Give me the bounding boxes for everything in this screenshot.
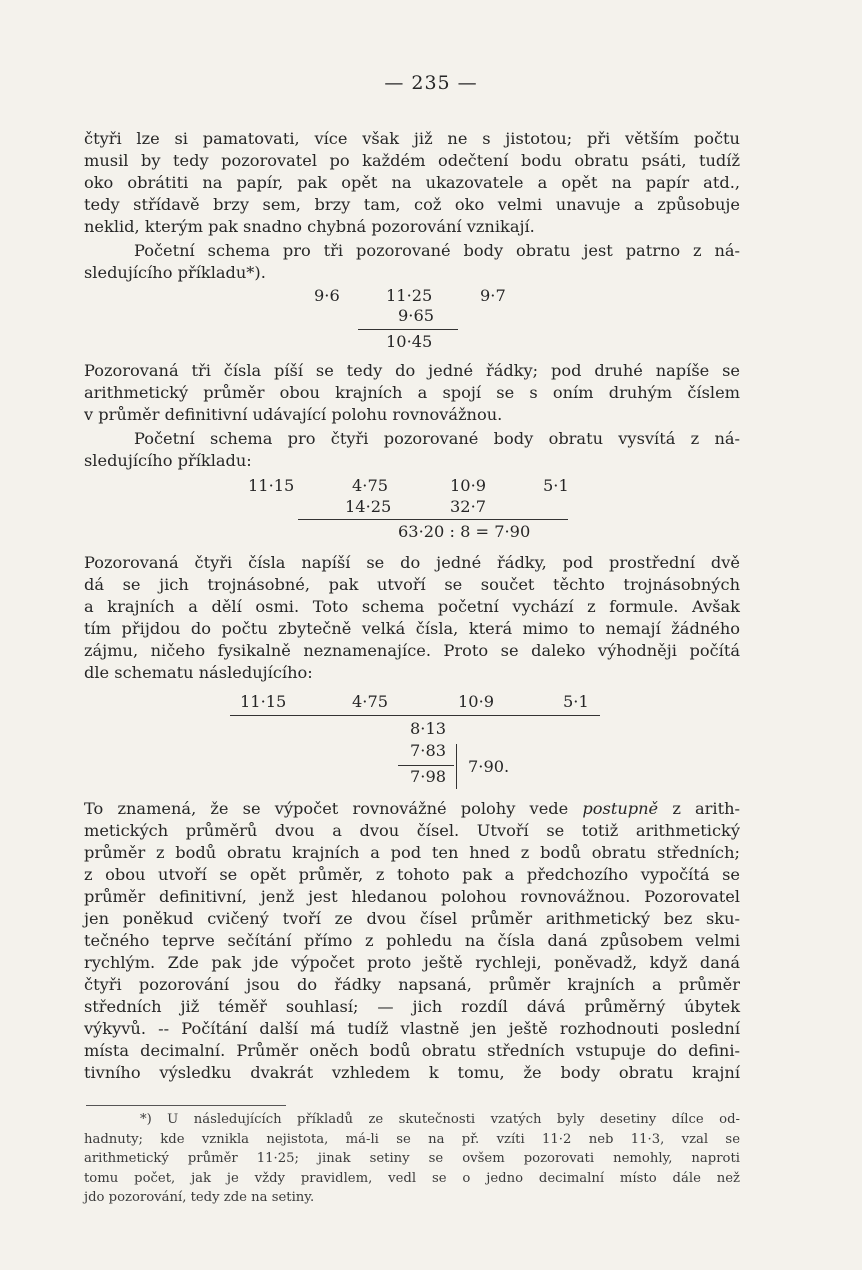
text-line: Početní schema pro čtyři pozorované body obratu vysvítá z ná- <box>134 429 740 448</box>
ex2-value-a: 11·15 <box>248 476 295 495</box>
page-number: — 235 — <box>384 72 478 94</box>
text-line: místa decimalní. Průměr oněch bodů obratu středních vstupuje do defini- <box>84 1041 740 1060</box>
ex2-value-c: 10·9 <box>450 476 487 495</box>
text-line: středních již téměř souhlasí; — jich rozdíl dává průměrný úbytek <box>84 997 740 1016</box>
ex3-mean-3: 7·98 <box>410 767 447 786</box>
text-line: čtyři lze si pamatovati, více však již ne s jistotou; při větším počtu <box>84 129 740 148</box>
ex3-rule-2 <box>398 765 454 766</box>
ex3-value-a: 11·15 <box>240 692 287 711</box>
paragraph-5 <box>84 552 740 684</box>
text-fragment: z arith- <box>672 799 740 818</box>
text-line: průměr definitivní, jenž jest hledanou polohou rovnovážnou. Pozorovatel <box>84 887 740 906</box>
text-line: průměr z bodů obratu krajních a pod ten hned z bodů obratu středních; <box>84 843 740 862</box>
text-line: čtyři pozorování jsou do řádky napsaná, průměr krajních a průměr <box>84 975 740 994</box>
ex3-value-c: 10·9 <box>458 692 495 711</box>
text-line: dá se jich trojnásobné, pak utvoří se součet těchto trojnásobných <box>84 575 740 594</box>
ex3-mean-1: 8·13 <box>410 719 447 738</box>
ex1-mean: 9·65 <box>398 306 435 325</box>
text-line: oko obrátiti na papír, pak opět na ukazovatele a opět na papír atd., <box>84 173 740 192</box>
text-line: tivního výsledku dvakrát vzhledem k tomu, že body obratu krajní <box>84 1063 740 1082</box>
ex1-rule <box>358 329 458 330</box>
text-line: zájmu, ničeho fysikalně neznamenajíce. Proto se daleko výhodněji počítá <box>84 641 740 660</box>
text-line: Pozorovaná tři čísla píší se tedy do jedné řádky; pod druhé napíše se <box>84 361 740 380</box>
text-line: tedy střídavě brzy sem, brzy tam, což oko velmi unavuje a způsobuje <box>84 195 740 214</box>
footnote-line: *) U následujících příkladů ze skutečnosti vzatých byly desetiny dílce od- <box>140 1112 740 1127</box>
footnote-line: tomu počet, jak je vždy pravidlem, vedl se o jedno decimalní místo dále než <box>84 1170 740 1186</box>
text-line: sledujícího příkladu*). <box>84 263 266 282</box>
ex1-value-c: 9·7 <box>480 286 506 305</box>
ex2-value-d: 5·1 <box>543 476 569 495</box>
text-line: neklid, kterým pak snadno chybná pozorování vznikají. <box>84 217 535 236</box>
ex1-result: 10·45 <box>386 332 433 351</box>
footnote-line: jdo pozorování, tedy zde na setiny. <box>84 1190 315 1205</box>
text-line: musil by tedy pozorovatel po každém odečtení bodu obratu psáti, tudíž <box>84 151 740 170</box>
emphasis: postupně <box>582 799 659 818</box>
text-line: tečného teprve sečítání přímo z pohledu na čísla daná způsobem velmi <box>84 931 740 950</box>
text-line: Pozorovaná čtyři čísla napíší se do jedné řádky, pod prostřední dvě <box>84 553 740 572</box>
paragraph-3 <box>84 360 740 426</box>
paragraph-1 <box>84 128 740 238</box>
text-line: metických průměrů dvou a dvou čísel. Utvoří se totiž arithmetický <box>84 821 740 840</box>
paragraph-2 <box>84 240 740 284</box>
footnote-line: hadnuty; kde vznikla nejistota, má-li se na př. vzíti 11·2 neb 11·3, vzal se <box>84 1131 740 1147</box>
ex2-rule <box>298 519 568 520</box>
ex2-value-b: 4·75 <box>352 476 389 495</box>
text-line: arithmetický průměr obou krajních a spojí se s oním druhým číslem <box>84 383 740 402</box>
text-line: výkyvů. -- Počítání další má tudíž vlastně jen ještě rozhodnouti poslední <box>84 1019 740 1038</box>
footnote-rule <box>86 1105 286 1106</box>
text-line: jen poněkud cvičený tvoří ze dvou čísel průměr arithmetický bez sku- <box>84 909 740 928</box>
text-line: sledujícího příkladu: <box>84 451 252 470</box>
ex1-value-b: 11·25 <box>386 286 433 305</box>
ex3-result: 7·90. <box>468 757 510 776</box>
ex3-mean-2: 7·83 <box>410 741 447 760</box>
ex3-value-b: 4·75 <box>352 692 389 711</box>
ex2-sum-2: 32·7 <box>450 497 487 516</box>
text-line: v průměr definitivní udávající polohu rovnovážnou. <box>84 405 503 424</box>
ex3-rule-1 <box>230 715 600 716</box>
text-line <box>84 798 740 820</box>
paragraph-6 <box>84 798 740 1084</box>
text-fragment: To znamená, že se výpočet rovnovážné polohy vede <box>84 799 569 818</box>
footnote-line: arithmetický průměr 11·25; jinak setiny se ovšem pozorovati nemohly, naproti <box>84 1151 740 1166</box>
ex2-sum-1: 14·25 <box>345 497 392 516</box>
text-line: tím přijdou do počtu zbytečně velká čísla, která mimo to nemají žádného <box>84 619 740 638</box>
ex1-value-a: 9·6 <box>314 286 340 305</box>
text-line: rychlým. Zde pak jde výpočet proto ještě rychleji, poněvadž, když daná <box>84 953 740 972</box>
ex3-brace <box>456 744 457 789</box>
ex2-result: 63·20 : 8 = 7·90 <box>398 522 531 541</box>
text-line: z obou utvoří se opět průměr, z tohoto pak a předchozího vypočítá se <box>84 865 740 884</box>
footnote <box>84 1110 740 1208</box>
ex3-value-d: 5·1 <box>563 692 589 711</box>
text-line: dle schematu následujícího: <box>84 663 313 682</box>
paragraph-4 <box>84 428 740 472</box>
text-line: a krajních a dělí osmi. Toto schema početní vychází z formule. Avšak <box>84 597 740 616</box>
text-line: Početní schema pro tři pozorované body obratu jest patrno z ná- <box>134 241 740 260</box>
